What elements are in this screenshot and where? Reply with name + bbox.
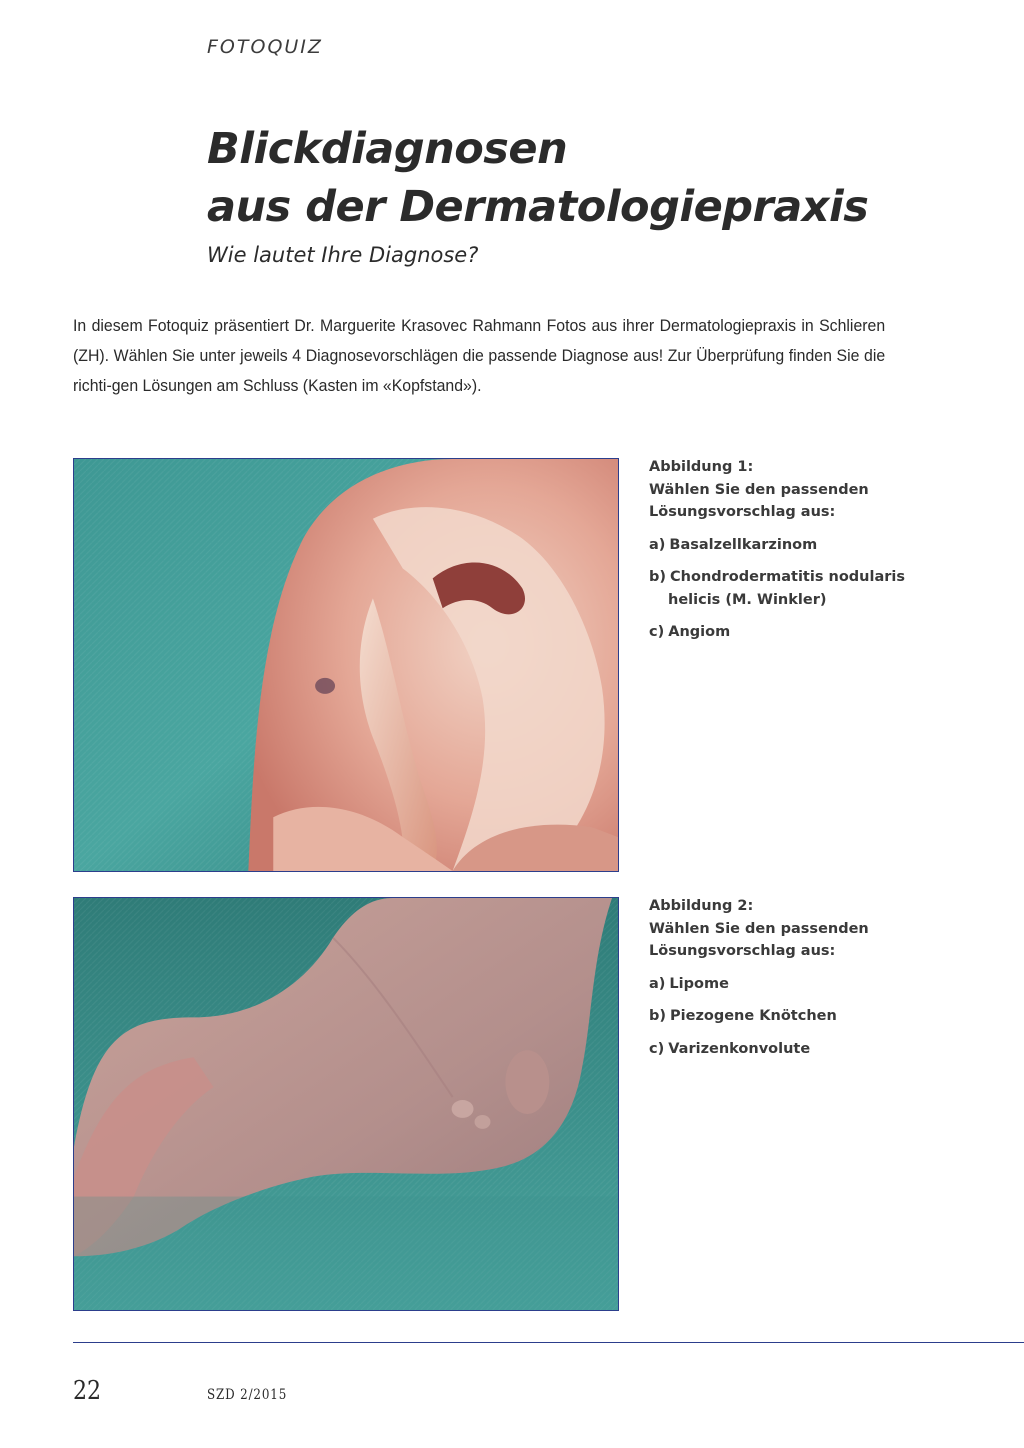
option-letter: a) [649,975,666,992]
option-text: Lipome [669,975,729,992]
figure-1-photo [73,458,619,872]
figure-1-caption-heading [649,456,949,524]
page-title-line-2: aus der Dermatologiepraxis [207,182,869,232]
option-text: Angiom [668,624,731,640]
figure-2-heading: Abbildung 2: [649,898,754,914]
journal-issue: SZD 2/2015 [207,1387,288,1403]
section-label: FOTOQUIZ [207,36,323,58]
option-letter: c) [649,1040,665,1057]
figure-2-instruction-line-2: Lösungsvorschlag aus: [649,943,836,959]
ear-photo-illustration [74,459,618,871]
option-text: Chondrodermatitis nodularis helicis (M. Winkler) [668,569,905,608]
figure-1-caption [649,456,949,644]
page-title-line-1: Blickdiagnosen [207,124,568,174]
figure-1-option-a [649,534,949,557]
page-title [207,120,868,236]
figure-2-photo [73,897,619,1311]
option-letter: b) [649,1008,667,1024]
option-text: Piezogene Knötchen [670,1008,837,1024]
figure-2-caption [649,895,949,1060]
option-text: Basalzellkarzinom [669,536,818,553]
foot-photo-illustration [74,898,618,1310]
intro-paragraph: In diesem Fotoquiz präsentiert Dr. Marguerite Krasovec Rahmann Fotos aus ihrer Dermatologiepraxis in Schlieren (ZH). Wählen Sie unter jeweils 4 Diagnosevorschlägen die passende Diagnose aus! Zur Überprüfung finden Sie die richti-gen Lösungen am Schluss (Kasten im «Kopfstand»). [73,317,886,395]
figure-2-option-b [649,1005,949,1028]
figure-1-instruction-line-1: Wählen Sie den passenden [649,481,869,498]
figure-1-instruction-line-2: Lösungsvorschlag aus: [649,504,836,520]
option-letter: a) [649,536,666,553]
figure-1-heading: Abbildung 1: [649,459,754,475]
figure-2-caption-heading [649,895,949,963]
option-text: Varizenkonvolute [668,1040,811,1057]
option-letter: b) [649,569,667,585]
figure-1-option-b [649,566,949,611]
figure-2-option-c [649,1038,949,1061]
footer-divider [73,1342,1024,1343]
option-letter: c) [649,624,665,640]
figure-2-option-a [649,973,949,996]
page-number: 22 [73,1376,102,1406]
figure-2-instruction-line-1: Wählen Sie den passenden [649,920,869,937]
figure-1-option-c [649,621,949,644]
page-subtitle: Wie lautet Ihre Diagnose? [207,243,479,267]
